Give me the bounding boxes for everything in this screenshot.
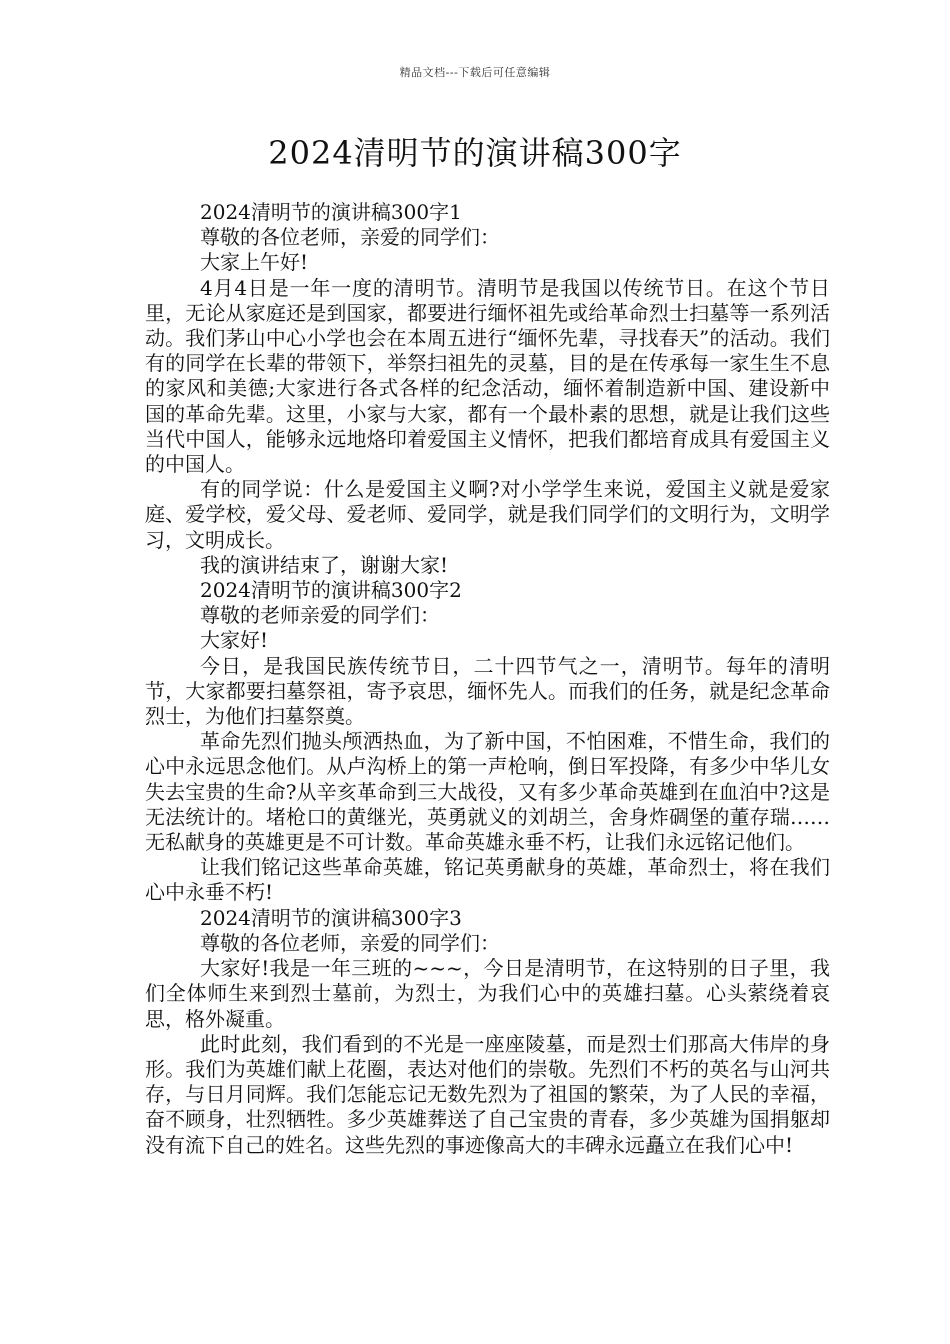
body-paragraph: 4月4日是一年一度的清明节。清明节是我国以传统节日。在这个节日里，无论从家庭还是到国家，都要进行缅怀祖先或给革命烈士扫墓等一系列活动。我们茅山中心小学也会在本周五进行“缅怀先辈，寻找春天”的活动。我们有的同学在长辈的带领下，举祭扫祖先的灵墓，目的是在传承每一家生生不息的家风和美德;大家进行各式各样的纪念活动，缅怀着制造新中国、建设新中国的革命先辈。这里，小家与大家，都有一个最朴素的思想，就是让我们这些当代中国人，能够永远地烙印着爱国主义情怀，把我们都培育成具有爱国主义的中国人。 [145,275,830,477]
salutation: 尊敬的各位老师，亲爱的同学们： [200,225,500,250]
greeting: 大家好!我是一年三班的~~~，今日是清明节，在这特别的日子里，我们全体师生来到烈士墓前，为烈士，为我们心中的英雄扫墓。心头萦绕着哀思，格外凝重。 [145,956,830,1031]
body-paragraph: 让我们铭记这些革命英雄，铭记英勇献身的英雄，革命烈士，将在我们心中永垂不朽! [145,855,830,905]
section-heading-2: 2024清明节的演讲稿300字2 [200,578,462,603]
body-paragraph: 革命先烈们抛头颅洒热血，为了新中国，不怕困难，不惜生命，我们的心中永远思念他们。从卢沟桥上的第一声枪响，倒日军投降，有多少中华儿女失去宝贵的生命?从辛亥革命到三大战役，又有多少革命英雄到在血泊中?这是无法统计的。堵枪口的黄继光，英勇就义的刘胡兰，舍身炸碉堡的董存瑞……无私献身的英雄更是不可计数。革命英雄永垂不朽，让我们永远铭记他们。 [145,729,830,855]
section-heading-3: 2024清明节的演讲稿300字3 [200,905,462,930]
salutation: 尊敬的各位老师，亲爱的同学们： [200,930,500,955]
greeting: 大家上午好! [200,250,309,275]
body-paragraph: 今日，是我国民族传统节日，二十四节气之一，清明节。每年的清明节，大家都要扫墓祭祖，寄予哀思，缅怀先人。而我们的任务，就是纪念革命烈士，为他们扫墓祭奠。 [145,653,830,729]
greeting: 大家好! [200,628,269,653]
closing: 我的演讲结束了，谢谢大家! [200,552,449,577]
body-paragraph: 此时此刻，我们看到的不光是一座座陵墓，而是烈士们那高大伟岸的身形。我们为英雄们献上花圈，表达对他们的崇敬。先烈们不朽的英名与山河共存，与日月同辉。我们怎能忘记无数先烈为了祖国的繁荣，为了人民的幸福，奋不顾身，壮烈牺牲。多少英雄葬送了自己宝贵的青春，多少英雄为国捐躯却没有流下自己的姓名。这些先烈的事迹像高大的丰碑永远矗立在我们心中! [145,1031,830,1157]
page-header: 精品文档---下载后可任意编辑 [399,66,551,79]
body-paragraph: 有的同学说：什么是爱国主义啊?对小学学生来说，爱国主义就是爱家庭、爱学校，爱父母、爱老师、爱同学，就是我们同学们的文明行为，文明学习，文明成长。 [145,477,830,552]
document-body [145,200,830,1158]
salutation: 尊敬的老师亲爱的同学们： [200,603,440,628]
document-title: 2024清明节的演讲稿300字 [268,134,682,172]
section-heading-1: 2024清明节的演讲稿300字1 [200,200,462,224]
